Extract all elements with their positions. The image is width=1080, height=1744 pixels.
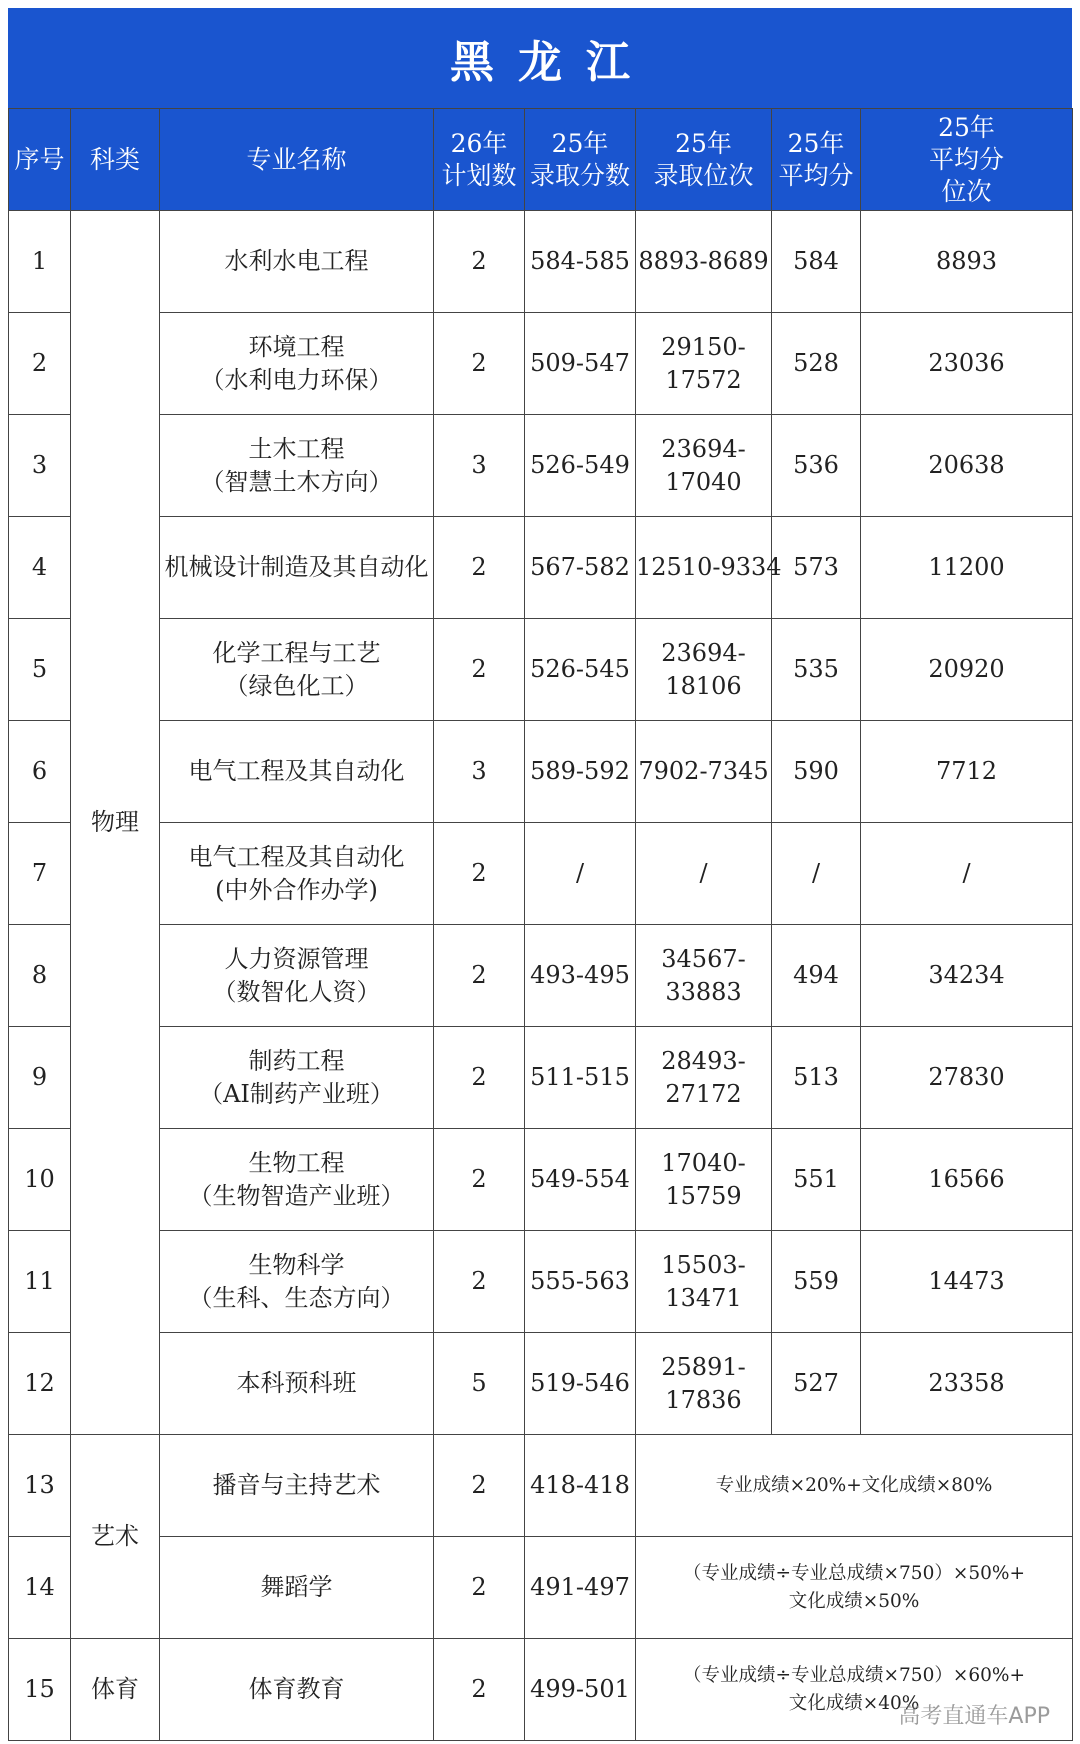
cell-score: 499-501 bbox=[525, 1639, 636, 1741]
cell-avgrank: 34234 bbox=[861, 925, 1073, 1027]
table-row bbox=[9, 721, 1073, 823]
cell-plan: 2 bbox=[434, 1027, 525, 1129]
cell-category: 艺术 bbox=[71, 1435, 160, 1639]
cell-major bbox=[160, 211, 434, 313]
header-category: 科类 bbox=[71, 109, 160, 211]
cell-line: （绿色化工） bbox=[224, 671, 369, 700]
cell-score: 511-515 bbox=[525, 1027, 636, 1129]
cell-line: 制药工程 bbox=[248, 1046, 345, 1075]
cell-avg: 590 bbox=[772, 721, 861, 823]
cell-seq: 14 bbox=[9, 1537, 71, 1639]
table-row bbox=[9, 1231, 1073, 1333]
header-avgrank25: 25年 平均分 位次 bbox=[861, 109, 1073, 211]
cell-avg: 513 bbox=[772, 1027, 861, 1129]
cell-major bbox=[160, 721, 434, 823]
cell-seq: 3 bbox=[9, 415, 71, 517]
cell-score: 526-549 bbox=[525, 415, 636, 517]
table-row bbox=[9, 925, 1073, 1027]
cell-line: （生科、生态方向） bbox=[188, 1283, 405, 1312]
cell-line: 舞蹈学 bbox=[260, 1573, 333, 1601]
cell-major bbox=[160, 1435, 434, 1537]
cell-line: 17040- bbox=[661, 1148, 746, 1177]
cell-score: 567-582 bbox=[525, 517, 636, 619]
cell-line: 23694- bbox=[661, 434, 746, 463]
cell-plan: 2 bbox=[434, 823, 525, 925]
table-row bbox=[9, 313, 1073, 415]
cell-avg: 536 bbox=[772, 415, 861, 517]
cell-rank bbox=[636, 619, 772, 721]
cell-major bbox=[160, 619, 434, 721]
cell-score: 519-546 bbox=[525, 1333, 636, 1435]
header-major: 专业名称 bbox=[160, 109, 434, 211]
cell-avg: 551 bbox=[772, 1129, 861, 1231]
cell-seq: 2 bbox=[9, 313, 71, 415]
cell-score: 526-545 bbox=[525, 619, 636, 721]
cell-line: 23694- bbox=[661, 638, 746, 667]
cell-plan: 3 bbox=[434, 415, 525, 517]
cell-seq: 8 bbox=[9, 925, 71, 1027]
cell-line: 水利水电工程 bbox=[224, 247, 369, 275]
cell-avg: 528 bbox=[772, 313, 861, 415]
cell-line: 17040 bbox=[665, 467, 742, 496]
admission-table bbox=[8, 108, 1073, 1741]
cell-major bbox=[160, 1537, 434, 1639]
cell-avgrank: 11200 bbox=[861, 517, 1073, 619]
cell-formula bbox=[636, 1537, 1073, 1639]
cell-seq: 15 bbox=[9, 1639, 71, 1741]
cell-line: 化学工程与工艺 bbox=[212, 638, 381, 667]
cell-category: 体育 bbox=[71, 1639, 160, 1741]
cell-line: 27172 bbox=[665, 1079, 742, 1108]
cell-score: 555-563 bbox=[525, 1231, 636, 1333]
cell-plan: 2 bbox=[434, 1231, 525, 1333]
cell-score: / bbox=[525, 823, 636, 925]
table-row bbox=[9, 823, 1073, 925]
header-avg25: 25年 平均分 bbox=[772, 109, 861, 211]
header-rank25: 25年 录取位次 bbox=[636, 109, 772, 211]
cell-avgrank: 16566 bbox=[861, 1129, 1073, 1231]
cell-line: 机械设计制造及其自动化 bbox=[164, 553, 429, 581]
cell-seq: 13 bbox=[9, 1435, 71, 1537]
cell-line: 生物科学 bbox=[248, 1250, 345, 1279]
cell-plan: 2 bbox=[434, 211, 525, 313]
header-score25: 25年 录取分数 bbox=[525, 109, 636, 211]
cell-major bbox=[160, 925, 434, 1027]
cell-seq: 6 bbox=[9, 721, 71, 823]
cell-line: 8893-8689 bbox=[638, 247, 769, 275]
cell-major bbox=[160, 1129, 434, 1231]
cell-rank bbox=[636, 1333, 772, 1435]
cell-line: 环境工程 bbox=[248, 332, 345, 361]
cell-seq: 9 bbox=[9, 1027, 71, 1129]
cell-score: 418-418 bbox=[525, 1435, 636, 1537]
cell-avgrank: 20638 bbox=[861, 415, 1073, 517]
cell-major bbox=[160, 1027, 434, 1129]
cell-plan: 2 bbox=[434, 1129, 525, 1231]
cell-major bbox=[160, 823, 434, 925]
page-title: 黑龙江 bbox=[450, 37, 654, 88]
header-seq: 序号 bbox=[9, 109, 71, 211]
cell-plan: 2 bbox=[434, 313, 525, 415]
table-row bbox=[9, 619, 1073, 721]
cell-seq: 7 bbox=[9, 823, 71, 925]
cell-score: 589-592 bbox=[525, 721, 636, 823]
cell-line: （AI制药产业班） bbox=[199, 1079, 394, 1108]
cell-line: 12510-9334 bbox=[636, 553, 782, 581]
cell-avgrank: 20920 bbox=[861, 619, 1073, 721]
cell-line: 生物工程 bbox=[248, 1148, 345, 1177]
table-row bbox=[9, 1435, 1073, 1537]
cell-line: 播音与主持艺术 bbox=[212, 1471, 381, 1499]
cell-score: 509-547 bbox=[525, 313, 636, 415]
watermark: 高考直通车APP bbox=[898, 1704, 1050, 1729]
cell-line: 17836 bbox=[665, 1385, 742, 1414]
cell-plan: 2 bbox=[434, 925, 525, 1027]
title-bar bbox=[8, 8, 1072, 108]
cell-line: 33883 bbox=[665, 977, 742, 1006]
cell-line: 体育教育 bbox=[248, 1675, 345, 1703]
cell-avgrank: / bbox=[861, 823, 1073, 925]
cell-rank bbox=[636, 313, 772, 415]
cell-line: 28493- bbox=[661, 1046, 746, 1075]
cell-line: 电气工程及其自动化 bbox=[188, 757, 405, 785]
cell-line: 土木工程 bbox=[248, 434, 345, 463]
cell-rank bbox=[636, 211, 772, 313]
cell-seq: 10 bbox=[9, 1129, 71, 1231]
cell-avg: 494 bbox=[772, 925, 861, 1027]
cell-seq: 11 bbox=[9, 1231, 71, 1333]
cell-line: 15759 bbox=[665, 1181, 742, 1210]
cell-avgrank: 23036 bbox=[861, 313, 1073, 415]
cell-line: 电气工程及其自动化 bbox=[188, 842, 405, 871]
cell-avg: / bbox=[772, 823, 861, 925]
cell-line: 7902-7345 bbox=[638, 757, 769, 785]
cell-avg: 573 bbox=[772, 517, 861, 619]
cell-line: 17572 bbox=[665, 365, 742, 394]
cell-line: （水利电力环保） bbox=[200, 365, 393, 394]
cell-avgrank: 14473 bbox=[861, 1231, 1073, 1333]
cell-avg: 584 bbox=[772, 211, 861, 313]
cell-line: 文化成绩×50% bbox=[788, 1590, 920, 1612]
cell-plan: 5 bbox=[434, 1333, 525, 1435]
cell-rank bbox=[636, 925, 772, 1027]
cell-line: （数智化人资） bbox=[212, 977, 381, 1006]
cell-category: 物理 bbox=[71, 211, 160, 1435]
cell-rank bbox=[636, 415, 772, 517]
cell-avgrank: 8893 bbox=[861, 211, 1073, 313]
cell-rank bbox=[636, 1027, 772, 1129]
cell-avg: 559 bbox=[772, 1231, 861, 1333]
cell-line: （智慧土木方向） bbox=[200, 467, 393, 496]
cell-line: 25891- bbox=[661, 1352, 746, 1381]
cell-avgrank: 7712 bbox=[861, 721, 1073, 823]
cell-plan: 2 bbox=[434, 1435, 525, 1537]
cell-score: 584-585 bbox=[525, 211, 636, 313]
cell-line: 文化成绩×40% bbox=[788, 1692, 920, 1714]
cell-seq: 5 bbox=[9, 619, 71, 721]
cell-line: / bbox=[699, 859, 708, 887]
table-row bbox=[9, 1027, 1073, 1129]
cell-avgrank: 27830 bbox=[861, 1027, 1073, 1129]
cell-score: 491-497 bbox=[525, 1537, 636, 1639]
cell-formula bbox=[636, 1435, 1073, 1537]
cell-line: 本科预科班 bbox=[236, 1369, 357, 1397]
header-plan26: 26年 计划数 bbox=[434, 109, 525, 211]
table-row bbox=[9, 1333, 1073, 1435]
cell-avg: 535 bbox=[772, 619, 861, 721]
cell-major bbox=[160, 1231, 434, 1333]
cell-plan: 2 bbox=[434, 1537, 525, 1639]
cell-plan: 2 bbox=[434, 1639, 525, 1741]
table-row bbox=[9, 1129, 1073, 1231]
cell-line: 15503- bbox=[661, 1250, 746, 1279]
cell-line: 人力资源管理 bbox=[224, 944, 369, 973]
cell-plan: 3 bbox=[434, 721, 525, 823]
cell-line: (中外合作办学) bbox=[215, 875, 378, 904]
cell-major bbox=[160, 313, 434, 415]
cell-seq: 4 bbox=[9, 517, 71, 619]
cell-rank bbox=[636, 1231, 772, 1333]
table-row bbox=[9, 1537, 1073, 1639]
table-row bbox=[9, 415, 1073, 517]
cell-line: 34567- bbox=[661, 944, 746, 973]
cell-seq: 1 bbox=[9, 211, 71, 313]
cell-line: 29150- bbox=[661, 332, 746, 361]
cell-avgrank: 23358 bbox=[861, 1333, 1073, 1435]
cell-major bbox=[160, 517, 434, 619]
cell-plan: 2 bbox=[434, 517, 525, 619]
cell-rank bbox=[636, 1129, 772, 1231]
cell-rank bbox=[636, 721, 772, 823]
table-row bbox=[9, 211, 1073, 313]
table-row bbox=[9, 517, 1073, 619]
cell-plan: 2 bbox=[434, 619, 525, 721]
cell-line: （专业成绩÷专业总成绩×750）×60%+ bbox=[683, 1664, 1025, 1686]
cell-major bbox=[160, 1639, 434, 1741]
cell-line: （生物智造产业班） bbox=[188, 1181, 405, 1210]
header-row bbox=[9, 109, 1073, 211]
cell-major bbox=[160, 415, 434, 517]
cell-line: （专业成绩÷专业总成绩×750）×50%+ bbox=[683, 1562, 1025, 1584]
cell-score: 493-495 bbox=[525, 925, 636, 1027]
cell-major bbox=[160, 1333, 434, 1435]
cell-line: 13471 bbox=[665, 1283, 742, 1312]
cell-line: 18106 bbox=[665, 671, 742, 700]
cell-rank bbox=[636, 517, 782, 619]
cell-avg: 527 bbox=[772, 1333, 861, 1435]
cell-line: 专业成绩×20%+文化成绩×80% bbox=[715, 1474, 993, 1496]
cell-score: 549-554 bbox=[525, 1129, 636, 1231]
cell-rank bbox=[636, 823, 772, 925]
cell-seq: 12 bbox=[9, 1333, 71, 1435]
table-body bbox=[9, 211, 1073, 1741]
